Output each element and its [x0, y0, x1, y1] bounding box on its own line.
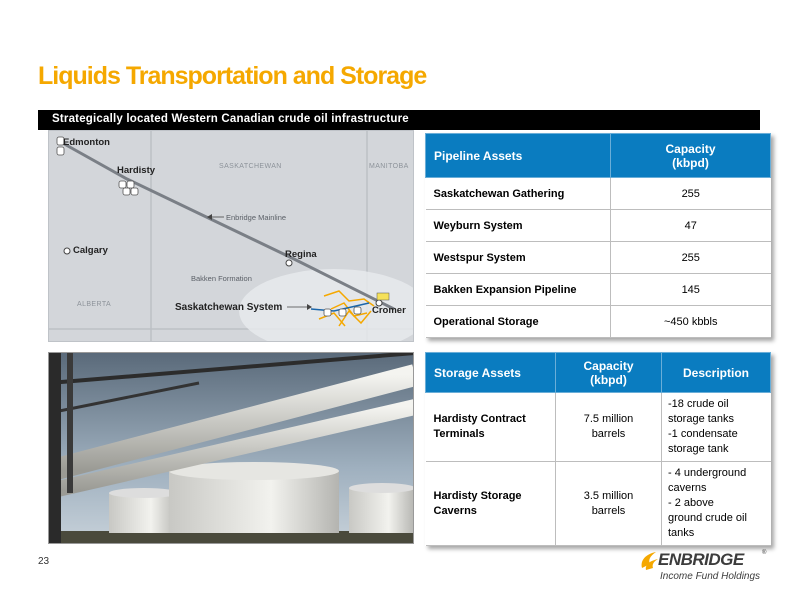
map-city-edmonton: Edmonton	[63, 137, 110, 148]
capacity-header-line-2: (kbpd)	[672, 155, 709, 170]
map-city-cromer: Cromer	[372, 305, 406, 316]
capacity-header-line-1: Capacity	[665, 141, 716, 156]
asset-name	[426, 393, 556, 462]
storage-assets-table	[425, 352, 771, 546]
asset-name-line: Hardisty Contract	[433, 413, 526, 425]
map-system-label: Saskatchewan System	[175, 302, 283, 313]
capacity-line: barrels	[591, 504, 626, 517]
table-row	[426, 462, 771, 546]
asset-name: Bakken Expansion Pipeline	[426, 274, 611, 306]
table-row	[426, 274, 771, 306]
asset-name: Weyburn System	[426, 210, 611, 242]
asset-capacity: ~450 kbbls	[611, 306, 771, 338]
map-city-regina: Regina	[285, 249, 317, 260]
description-line: tanks	[668, 527, 695, 539]
table-row	[426, 393, 771, 462]
map-city-hardisty: Hardisty	[117, 165, 156, 176]
description-line: storage tanks	[668, 413, 735, 425]
asset-capacity: 255	[611, 178, 771, 210]
description-line: caverns	[668, 482, 707, 494]
description-line: -18 crude oil	[668, 398, 729, 410]
photo-graphic	[49, 353, 414, 544]
asset-capacity: 47	[611, 210, 771, 242]
description-line: ground crude oil	[668, 512, 747, 524]
storage-tanks-photo	[48, 352, 414, 544]
asset-capacity	[556, 462, 662, 546]
infrastructure-map	[48, 130, 414, 342]
map-note-mainline: Enbridge Mainline	[226, 213, 287, 222]
asset-description	[662, 462, 771, 546]
capacity-line: 7.5 million	[583, 413, 634, 425]
asset-name: Saskatchewan Gathering	[426, 178, 611, 210]
capacity-line: 3.5 million	[583, 489, 634, 502]
logo-subtitle: Income Fund Holdings	[660, 571, 761, 582]
asset-name-line: Hardisty Storage	[433, 489, 522, 502]
logo-wordmark: ENBRIDGE	[658, 550, 744, 569]
table-header-row	[426, 353, 771, 393]
description-line: - 2 above	[668, 497, 714, 509]
description-line: -1 condensate	[668, 428, 738, 440]
column-header-capacity	[556, 353, 662, 393]
page-number: 23	[38, 556, 50, 567]
column-header-capacity	[611, 134, 771, 178]
asset-capacity: 145	[611, 274, 771, 306]
asset-name: Westspur System	[426, 242, 611, 274]
table-row	[426, 210, 771, 242]
map-city-calgary: Calgary	[73, 245, 108, 256]
map-note-bakken: Bakken Formation	[191, 274, 252, 283]
capacity-header-line-2: (kbpd)	[590, 372, 627, 387]
enbridge-logo	[638, 548, 768, 588]
column-header-storage-assets: Storage Assets	[426, 353, 556, 393]
asset-name-line: Caverns	[433, 504, 477, 517]
column-header-description: Description	[662, 353, 771, 393]
map-region-alberta: ALBERTA	[77, 301, 112, 308]
asset-name: Operational Storage	[426, 306, 611, 338]
registered-mark: ®	[762, 550, 767, 556]
table-row	[426, 178, 771, 210]
capacity-header-line-1: Capacity	[583, 358, 634, 373]
description-line: - 4 underground	[668, 467, 747, 479]
pipeline-assets-table	[425, 133, 771, 338]
table-header-row	[426, 134, 771, 178]
asset-name	[426, 462, 556, 546]
page-title: Liquids Transportation and Storage	[38, 62, 427, 90]
capacity-line: barrels	[591, 428, 626, 440]
asset-capacity	[556, 393, 662, 462]
asset-name-line: Terminals	[433, 428, 485, 440]
description-line: storage tank	[668, 443, 729, 455]
column-header-pipeline-assets: Pipeline Assets	[426, 134, 611, 178]
table-row	[426, 306, 771, 338]
asset-capacity: 255	[611, 242, 771, 274]
asset-description	[662, 393, 771, 462]
subtitle: Strategically located Western Canadian crude oil infrastructure	[52, 113, 409, 125]
subtitle-bar	[38, 110, 760, 130]
map-region-manitoba: MANITOBA	[369, 163, 409, 170]
map-region-saskatchewan: SASKATCHEWAN	[219, 163, 282, 170]
table-row	[426, 242, 771, 274]
